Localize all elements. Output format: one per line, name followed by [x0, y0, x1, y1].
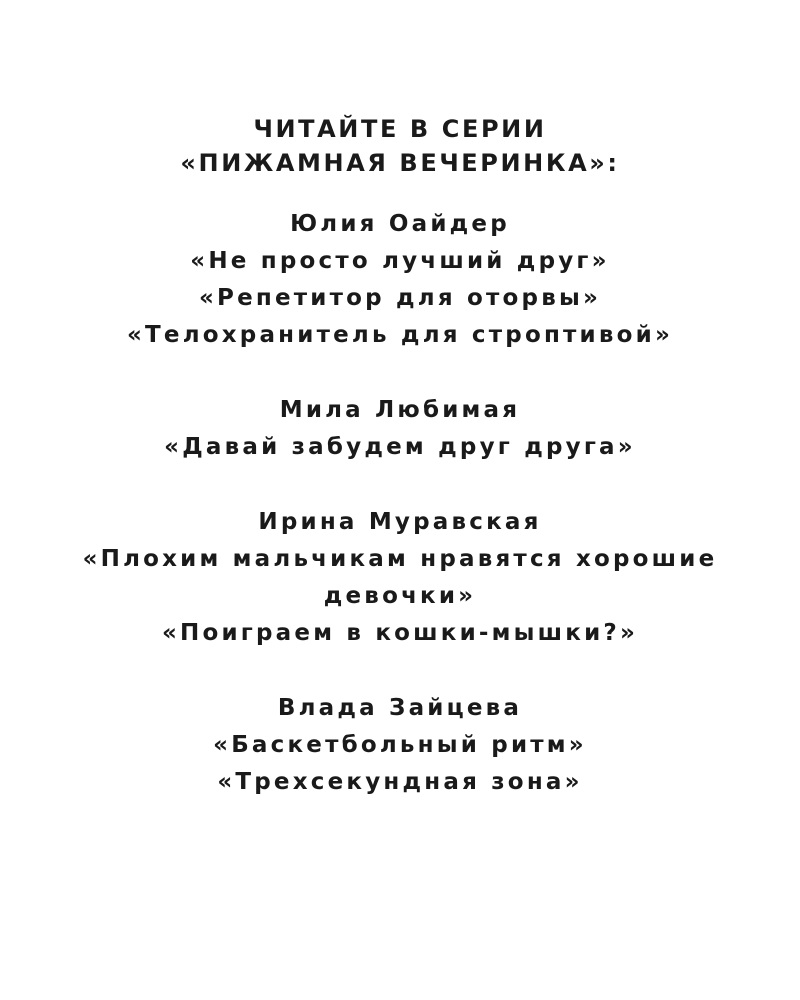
author-name: Мила Любимая — [279, 397, 521, 423]
author-name: Влада Зайцева — [277, 695, 523, 721]
book-title: «Поиграем в кошки-мышки?» — [161, 620, 639, 646]
book-title: «Репетитор для оторвы» — [198, 285, 602, 311]
author-block-lyubimaya — [0, 392, 800, 466]
author-name: Ирина Муравская — [258, 509, 542, 535]
book-title: «Давай забудем друг друга» — [164, 434, 636, 460]
series-heading — [0, 112, 800, 180]
author-block-zaitseva — [0, 690, 800, 801]
author-block-muravskaya — [0, 504, 800, 652]
series-heading-line-1: ЧИТАЙТЕ В СЕРИИ — [253, 115, 547, 143]
book-title: «Трехсекундная зона» — [217, 769, 583, 795]
book-title: «Телохранитель для строптивой» — [126, 322, 674, 348]
book-title: «Не просто лучший друг» — [190, 248, 610, 274]
author-name: Юлия Оайдер — [290, 211, 510, 237]
book-title: «Плохим мальчикам нравятся хорошие девочки» — [82, 546, 718, 609]
author-block-oider — [0, 206, 800, 354]
series-heading-line-2: «ПИЖАМНАЯ ВЕЧЕРИНКА»: — [180, 149, 620, 177]
book-title: «Баскетбольный ритм» — [213, 732, 587, 758]
